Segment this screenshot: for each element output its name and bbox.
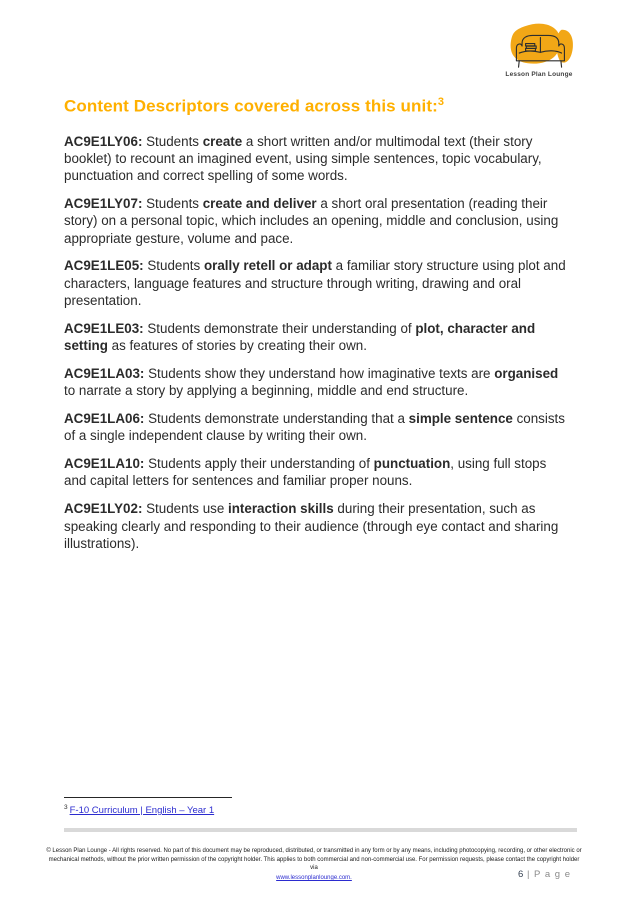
- descriptor-text: Students demonstrate understanding that a: [144, 411, 409, 427]
- content-descriptor-list: [64, 133, 571, 552]
- descriptor-code: AC9E1LY06:: [64, 133, 143, 149]
- descriptor-paragraph: [64, 455, 571, 490]
- descriptor-bold-term: punctuation: [373, 456, 451, 472]
- page-number-label: | P a g e: [526, 869, 571, 880]
- descriptor-text: a familiar story structure using plot and characters, language features and structure through writing, drawing and oral presentation.: [64, 258, 566, 309]
- descriptor-text: to narrate a story by applying a beginning, middle and end structure.: [64, 383, 469, 399]
- brand-logo: [501, 22, 577, 78]
- brand-name: Lesson Plan Lounge: [505, 71, 573, 78]
- descriptor-bold-term: simple sentence: [408, 411, 513, 427]
- footnote-separator-line: [64, 797, 232, 798]
- descriptor-bold-term: create and deliver: [202, 196, 317, 212]
- heading-footnote-ref: 3: [437, 96, 445, 108]
- descriptor-code: AC9E1LE05:: [64, 258, 144, 274]
- descriptor-bold-term: organised: [494, 365, 559, 381]
- descriptor-code: AC9E1LA03:: [64, 365, 145, 381]
- descriptor-paragraph: [64, 195, 571, 247]
- footnote-curriculum-link[interactable]: F-10 Curriculum | English – Year 1: [69, 805, 215, 817]
- descriptor-paragraph: [64, 257, 571, 309]
- page-number: [518, 869, 571, 880]
- descriptor-code: AC9E1LY07:: [64, 196, 143, 212]
- descriptor-text: Students show they understand how imaginative texts are: [144, 365, 495, 381]
- descriptor-bold-term: orally retell or adapt: [203, 258, 332, 274]
- descriptor-text: during their presentation, such as speaking clearly and responding to their audience (through eye contact and sharing illustrations).: [64, 501, 559, 551]
- footnote: [64, 804, 214, 816]
- descriptor-text: Students use: [142, 501, 229, 517]
- descriptor-paragraph: [64, 410, 571, 445]
- footnote-number: 3: [64, 804, 68, 811]
- descriptor-bold-term: plot, character and setting: [64, 320, 536, 354]
- descriptor-bold-term: interaction skills: [228, 501, 334, 517]
- descriptor-paragraph: [64, 320, 571, 355]
- descriptor-text: a short written and/or multimodal text (their story booklet) to recount an imagined event, using simple sentences, topic vocabulary, punctuation and correct spelling of some words.: [64, 133, 542, 184]
- descriptor-code: AC9E1LY02:: [64, 501, 143, 517]
- descriptor-text: Students demonstrate their understanding of: [143, 320, 416, 336]
- descriptor-text: a short oral presentation (reading their story) on a personal topic, which includes an opening, middle and conclusion, using appropriate gesture, volume and pace.: [64, 196, 559, 246]
- descriptor-text: as features of stories by creating their own.: [107, 338, 367, 354]
- page-number-value: 6: [518, 869, 524, 880]
- descriptor-text: Students apply their understanding of: [144, 456, 374, 472]
- couch-with-books-icon: [501, 22, 577, 70]
- descriptor-text: Students: [142, 133, 203, 149]
- page-title-text: Content Descriptors covered across this unit:: [64, 96, 438, 116]
- descriptor-code: AC9E1LA10:: [64, 456, 145, 472]
- descriptor-bold-term: create: [202, 133, 243, 149]
- descriptor-text: consists of a single independent clause by writing their own.: [64, 411, 565, 444]
- descriptor-text: , using full stops and capital letters for sentences and familiar proper nouns.: [64, 456, 547, 489]
- descriptor-text: Students: [143, 258, 204, 274]
- descriptor-code: AC9E1LA06:: [64, 411, 145, 427]
- copyright-text: © Lesson Plan Lounge - All rights reserved. No part of this document may be reproduced, distributed, or transmitted in any form or by any means, including photocopying, recording, or other electronic or mechanical methods, without the prior written permission of the copyright holder. This applies to both commercial and non-commercial use. For permission requests, please contact the copyright holder via: [46, 848, 582, 872]
- page-title: [64, 96, 571, 117]
- descriptor-paragraph: [64, 500, 571, 552]
- footer-website-link[interactable]: www.lessonplanlounge.com.: [276, 874, 352, 881]
- descriptor-paragraph: [64, 365, 571, 400]
- document-body: [64, 96, 571, 563]
- descriptor-text: Students: [142, 196, 203, 212]
- descriptor-code: AC9E1LE03:: [64, 320, 144, 336]
- footer-divider-bar: [64, 828, 577, 832]
- descriptor-paragraph: [64, 133, 571, 185]
- footer-copyright: [44, 847, 584, 882]
